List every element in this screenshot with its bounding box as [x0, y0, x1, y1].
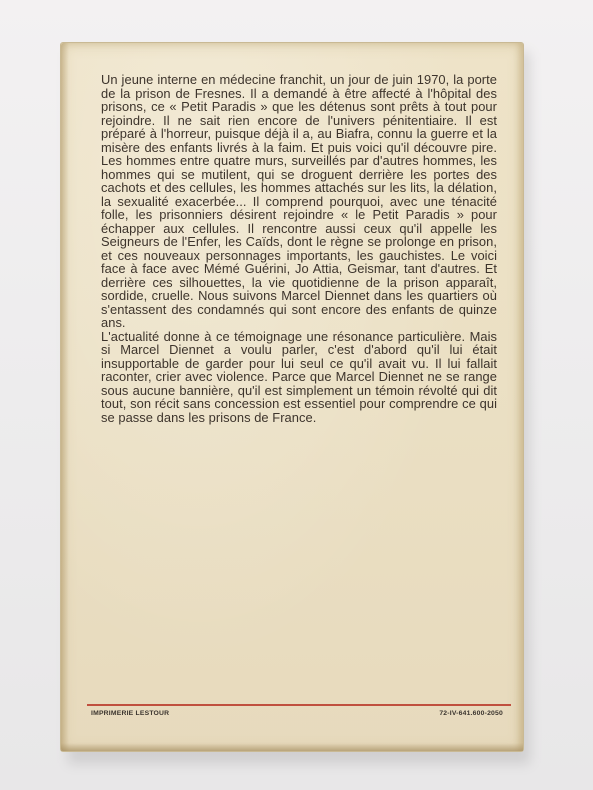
colophon-divider — [87, 704, 511, 706]
back-cover-blurb — [101, 73, 497, 424]
book-spine-edge — [61, 43, 69, 751]
blurb-paragraph-1: Un jeune interne en médecine franchit, un jour de juin 1970, la porte de la prison de Fresnes. Il a demandé à être affecté à l'hôpital des prisons, ce « Petit Paradis » que les détenus sont prêts à tout pour rejoindre. Il ne sait rien encore de l'univers pénitentiaire. Il est préparé à l'horreur, puisque déjà il a, au Biafra, connu la guerre et la misère des enfants livrés à la faim. Et puis voici qu'il découvre pire. Les hommes entre quatre murs, surveillés par d'autres hommes, les hommes qui se mutilent, qui se droguent derrière les portes des cachots et des cellules, les hommes attachés sur les lits, la délation, la sexualité exacerbée... Il comprend pourquoi, avec une ténacité folle, les prisonniers désirent rejoindre « le Petit Paradis » pour échapper aux cellules. Il rencontre aussi ceux qu'il appelle les Seigneurs de l'Enfer, les Caïds, dont le règne se prolonge en prison, et ces nouveaux personnages importants, les gauchistes. Le voici face à face avec Mémé Guérini, Jo Attia, Geismar, tant d'autres. Et derrière ces silhouettes, la vie quotidienne de la prison apparaît, sordide, cruelle. Nous suivons Marcel Diennet dans les quartiers où s'entassent des condamnés qui sont encore des enfants de quinze ans. — [101, 72, 497, 330]
book-bottom-edge — [61, 743, 523, 751]
printer-name: IMPRIMERIE LESTOUR — [91, 710, 170, 717]
catalog-code: 72-IV-641.600-2050 — [439, 710, 503, 717]
blurb-paragraph-2: L'actualité donne à ce témoignage une résonance particulière. Mais si Marcel Diennet a voulu parler, c'est d'abord qu'il lui était insupportable de garder pour lui seul ce qu'il avait vu. Il lui fallait raconter, crier avec violence. Parce que Marcel Diennet ne se range sous aucune bannière, qu'il est simplement un témoin révolté qui dit tout, son récit sans concession est essentiel pour comprendre ce qui se passe dans les prisons de France. — [101, 328, 497, 425]
book-back-cover — [60, 42, 524, 752]
